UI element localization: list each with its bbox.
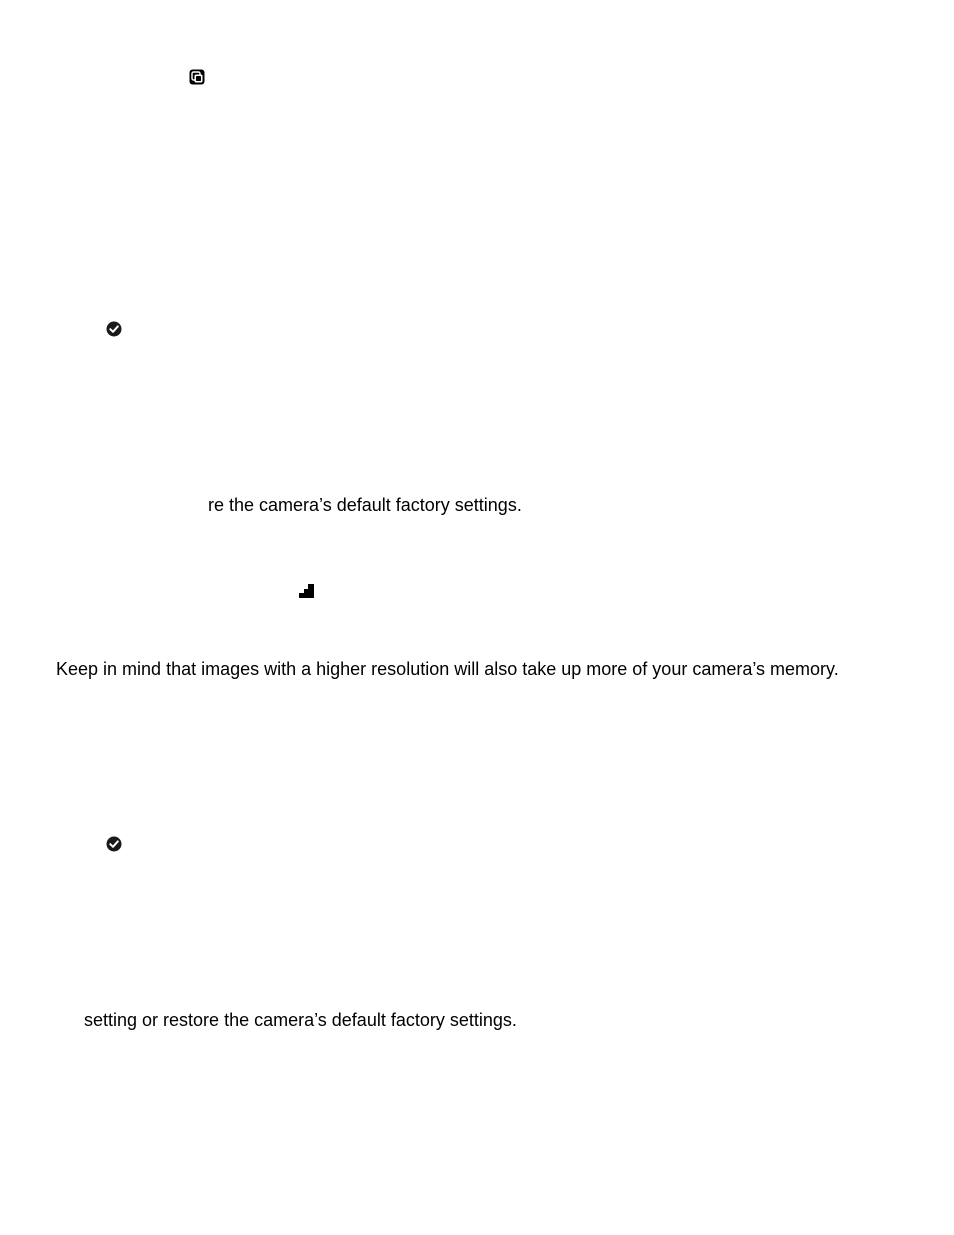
resolution-memory-note: Keep in mind that images with a higher resolution will also take up more of your camera’s memory.: [56, 659, 839, 679]
resolution-size-icon: [299, 584, 314, 598]
check-circle-icon: [106, 321, 122, 337]
restore-settings-text: setting or restore the camera’s default factory settings.: [84, 1010, 517, 1030]
multi-shot-mode-icon: [189, 69, 205, 85]
check-circle-icon: [106, 836, 122, 852]
restore-settings-text: re the camera’s default factory settings.: [208, 495, 522, 515]
